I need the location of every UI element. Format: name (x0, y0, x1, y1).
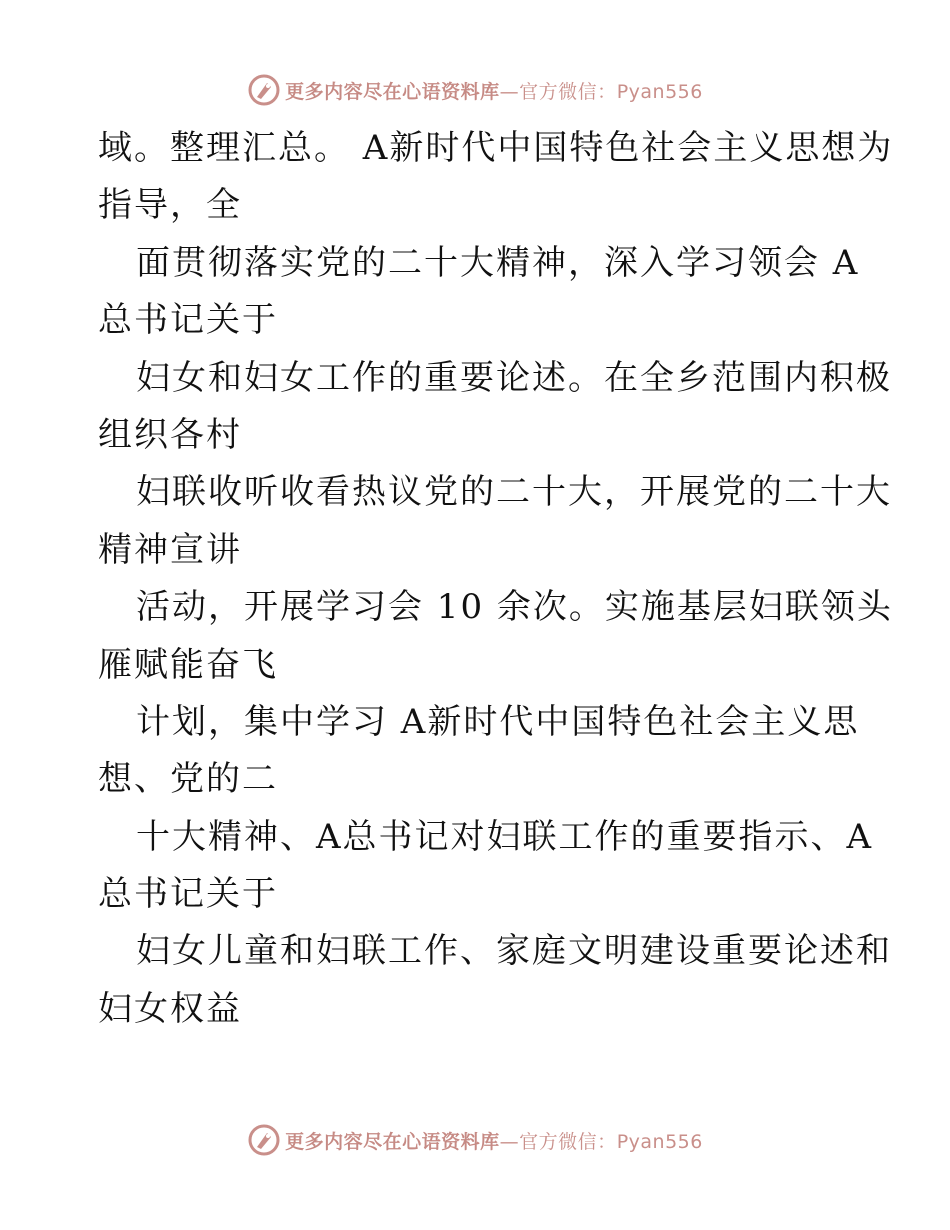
body-line: 十大精神、A总书记对妇联工作的重要指示、A (136, 816, 874, 857)
body-line: 总书记关于 (98, 874, 278, 915)
body-line: 妇女和妇女工作的重要论述。在全乡范围内积极 (136, 357, 892, 398)
header-brand-text: 更多内容尽在心语资料库 (285, 80, 500, 103)
footer-separator-text: —官方微信： (499, 1130, 617, 1153)
body-line: 活动，开展学习会 10 余次。实施基层妇联领头 (136, 587, 893, 628)
document-body (98, 120, 894, 1038)
body-line: 组织各村 (98, 414, 242, 455)
body-line: 计划，集中学习 A新时代中国特色社会主义思 (136, 701, 860, 742)
pen-nib-icon (247, 1123, 281, 1157)
footer-text (285, 1127, 703, 1154)
body-line: 总书记关于 (98, 300, 278, 341)
body-line: 妇女权益 (98, 988, 242, 1029)
body-line: 域。整理汇总。 A新时代中国特色社会主义思想为 (98, 128, 894, 168)
header-separator-text: —官方微信： (499, 80, 617, 103)
header-banner (0, 72, 950, 108)
body-line: 面贯彻落实党的二十大精神，深入学习领会 A (136, 242, 860, 283)
body-line: 妇女儿童和妇联工作、家庭文明建设重要论述和 (136, 931, 892, 972)
body-line: 妇联收听收看热议党的二十大，开展党的二十大 (136, 472, 892, 513)
pen-nib-icon (247, 73, 281, 107)
header-wechat-id: Pyan556 (616, 80, 703, 103)
footer-brand-text: 更多内容尽在心语资料库 (285, 1130, 500, 1153)
body-line: 雁赋能奋飞 (98, 644, 278, 685)
body-line: 精神宣讲 (98, 529, 242, 570)
body-line: 想、党的二 (98, 759, 278, 800)
body-line: 指导，全 (98, 185, 242, 226)
header-text (285, 77, 703, 104)
footer-banner (0, 1122, 950, 1158)
footer-wechat-id: Pyan556 (616, 1130, 703, 1153)
